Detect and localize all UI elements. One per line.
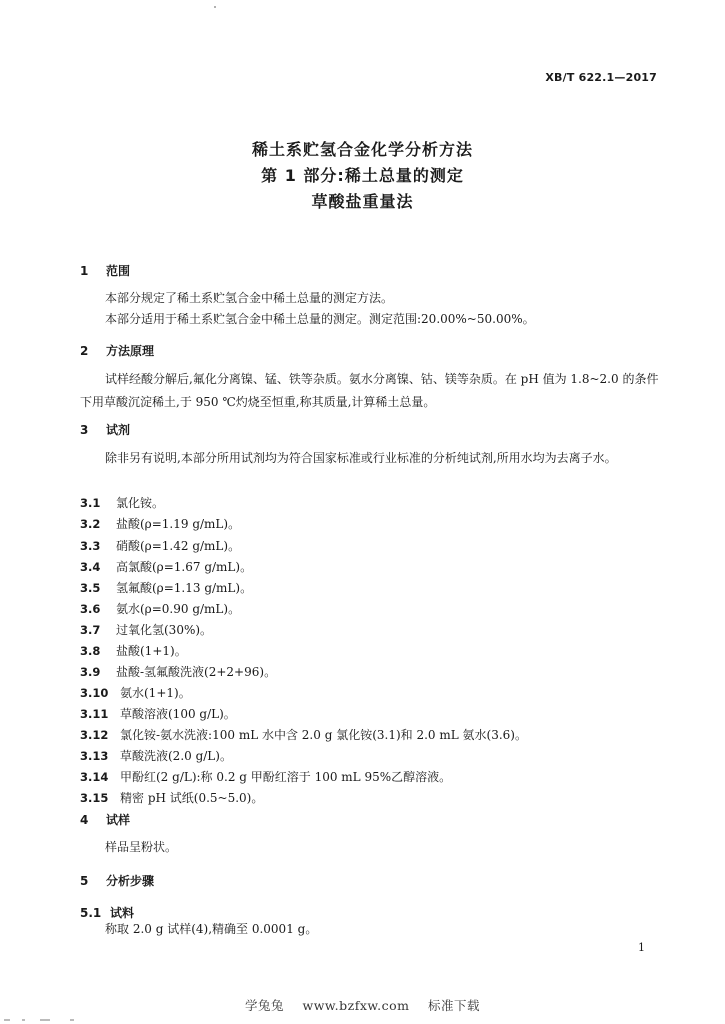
subsection-title: 试料 — [110, 906, 135, 920]
item-number: 3.5 — [80, 581, 101, 595]
section-5-heading — [80, 872, 154, 889]
section-4-paragraph: 样品呈粉状。 — [105, 840, 178, 854]
item-text: 草酸溶液(100 g/L)。 — [120, 707, 236, 721]
section-3-heading — [80, 421, 130, 438]
footer-site-name: 学兔兔 — [245, 998, 285, 1013]
section-3-intro: 除非另有说明,本部分所用试剂均为符合国家标准或行业标准的分析纯试剂,所用水均为去离子水。 — [105, 451, 617, 465]
item-number: 3.13 — [80, 749, 109, 763]
section-1-paragraph-1: 本部分规定了稀土系贮氢合金中稀土总量的测定方法。 — [105, 291, 394, 305]
item-text: 盐酸(ρ=1.19 g/mL)。 — [116, 517, 241, 531]
section-title: 试剂 — [106, 423, 131, 437]
title-line-1: 稀土系贮氢合金化学分析方法 — [251, 140, 473, 159]
list-item — [80, 768, 451, 785]
page-number: 1 — [638, 941, 645, 954]
section-number: 4 — [80, 813, 89, 827]
item-text: 氨水(ρ=0.90 g/mL)。 — [116, 602, 241, 616]
footer-tagline: 标准下载 — [427, 998, 480, 1013]
section-number: 1 — [80, 264, 89, 278]
footer-url[interactable]: www.bzfxw.com — [302, 998, 410, 1013]
list-item — [80, 621, 212, 638]
item-number: 3.7 — [80, 623, 101, 637]
item-text: 精密 pH 试纸(0.5~5.0)。 — [120, 791, 264, 805]
subsection-number: 5.1 — [80, 906, 102, 920]
list-item — [80, 515, 240, 532]
title-line-2: 第 1 部分:稀土总量的测定 — [261, 166, 464, 185]
list-item — [80, 600, 240, 617]
section-number: 3 — [80, 423, 89, 437]
section-4-heading — [80, 811, 130, 828]
item-text: 高氯酸(ρ=1.67 g/mL)。 — [116, 560, 253, 574]
item-number: 3.4 — [80, 560, 101, 574]
item-number: 3.6 — [80, 602, 101, 616]
item-text: 甲酚红(2 g/L):称 0.2 g 甲酚红溶于 100 mL 95%乙醇溶液。 — [120, 770, 452, 784]
item-text: 氢氟酸(ρ=1.13 g/mL)。 — [116, 581, 253, 595]
list-item — [80, 705, 236, 722]
item-text: 草酸洗液(2.0 g/L)。 — [120, 749, 232, 763]
item-text: 氨水(1+1)。 — [120, 686, 191, 700]
list-item — [80, 642, 187, 659]
list-item — [80, 747, 232, 764]
item-text: 氯化铵-氨水洗液:100 mL 水中含 2.0 g 氯化铵(3.1)和 2.0 mL 氨水(3.6)。 — [120, 728, 527, 742]
section-title: 方法原理 — [106, 344, 155, 358]
corner-scan-marks — [0, 1010, 110, 1024]
section-2-heading — [80, 342, 154, 359]
list-item — [80, 579, 252, 596]
item-number: 3.2 — [80, 517, 101, 531]
list-item — [80, 663, 276, 680]
item-number: 3.12 — [80, 728, 109, 742]
item-number: 3.10 — [80, 686, 109, 700]
item-number: 3.9 — [80, 665, 101, 679]
item-number: 3.8 — [80, 644, 101, 658]
standard-number: XB/T 622.1—2017 — [545, 71, 657, 84]
item-text: 过氧化氢(30%)。 — [116, 623, 213, 637]
item-text: 氯化铵。 — [116, 496, 165, 510]
list-item — [80, 684, 191, 701]
list-item — [80, 789, 263, 806]
section-number: 5 — [80, 874, 89, 888]
list-item — [80, 494, 164, 511]
item-text: 盐酸(1+1)。 — [116, 644, 187, 658]
list-item — [80, 537, 240, 554]
item-text: 盐酸-氢氟酸洗液(2+2+96)。 — [116, 665, 277, 679]
item-number: 3.11 — [80, 707, 109, 721]
section-1-paragraph-2: 本部分适用于稀土系贮氢合金中稀土总量的测定。测定范围:20.00%~50.00%。 — [105, 312, 535, 326]
subsection-5-1-paragraph: 称取 2.0 g 试样(4),精确至 0.0001 g。 — [105, 922, 318, 936]
section-title: 试样 — [106, 813, 131, 827]
list-item — [80, 726, 527, 743]
section-title: 范围 — [106, 264, 131, 278]
item-number: 3.3 — [80, 539, 101, 553]
item-number: 3.15 — [80, 791, 109, 805]
item-text: 硝酸(ρ=1.42 g/mL)。 — [116, 539, 241, 553]
section-2-paragraph: 试样经酸分解后,氟化分离镍、锰、铁等杂质。氨水分离镍、钴、镁等杂质。在 pH 值为 1.8~2.0 的条件下用草酸沉淀稀土,于 950 ℃灼烧至恒重,称其质量,计算稀土总量。 — [80, 372, 659, 409]
section-1-heading — [80, 262, 130, 279]
scan-speck — [214, 6, 216, 8]
section-number: 2 — [80, 344, 89, 358]
section-title: 分析步骤 — [106, 874, 155, 888]
item-number: 3.14 — [80, 770, 109, 784]
title-line-3: 草酸盐重量法 — [311, 192, 414, 211]
item-number: 3.1 — [80, 496, 101, 510]
list-item — [80, 558, 252, 575]
